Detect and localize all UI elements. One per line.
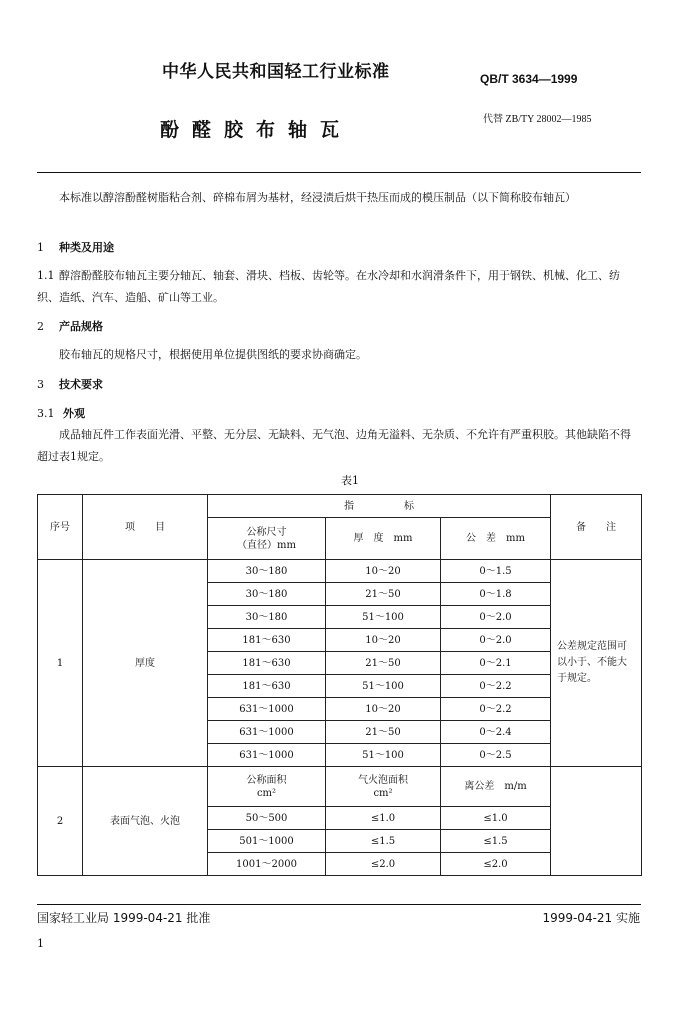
cell-tolerance: 0～1.8	[441, 583, 551, 606]
intro-paragraph: 本标准以醇溶酚醛树脂粘合剂、碎棉布屑为基材，经浸渍后烘干热压而成的模压制品（以下简称胶布轴瓦）	[59, 191, 576, 204]
cell-area: 1001～2000	[208, 853, 326, 876]
section-3-heading	[37, 374, 641, 396]
footer-rule	[37, 904, 641, 905]
header-nominal-label: 公称尺寸	[246, 526, 287, 538]
section-title: 种类及用途	[59, 241, 114, 254]
header-rule	[37, 172, 641, 173]
cell-diameter: 631～1000	[208, 721, 326, 744]
header-area-unit: cm²	[256, 787, 277, 799]
section-number: 3	[37, 378, 44, 391]
header-seq: 序号	[38, 495, 83, 560]
approval-date: 国家轻工业局 1999-04-21 批准	[37, 911, 211, 925]
header-tolerance: 公 差 mm	[441, 518, 551, 560]
cell-bubble: ≤2.0	[326, 853, 441, 876]
section-1-1-paragraph	[37, 265, 641, 309]
header-bubble-unit: cm²	[373, 787, 393, 799]
group1-item: 厚度	[83, 560, 208, 767]
page-number: 1	[37, 937, 44, 950]
header-bubble	[326, 767, 441, 807]
section-number: 1.1	[37, 269, 55, 282]
section-2-paragraph: 胶布轴瓦的规格尺寸，根据使用单位提供图纸的要求协商确定。	[59, 348, 367, 361]
group2-remark	[551, 767, 642, 876]
section-title: 技术要求	[59, 378, 103, 391]
group2-seq: 2	[38, 767, 83, 876]
table-caption: 表1	[341, 474, 359, 487]
cell-tolerance: 0～2.0	[441, 606, 551, 629]
spec-table	[37, 494, 642, 876]
cell-area: 50～500	[208, 807, 326, 830]
cell-thickness: 10～20	[326, 698, 441, 721]
group1-remark: 公差规定范围可以小于、不能大于规定。	[551, 560, 642, 767]
section-title: 外观	[63, 407, 85, 420]
header-indicator: 指 标	[208, 495, 551, 518]
section-2-heading	[37, 316, 641, 338]
document-title: 酚醛胶布轴瓦	[160, 119, 353, 141]
section-text: 醇溶酚醛胶布轴瓦主要分轴瓦、轴套、滑块、档板、齿轮等。在水冷却和水润滑条件下，用于钢铁、机械、化工、纺织、造纸、汽车、造船、矿山等工业。	[37, 269, 620, 304]
header-nominal-sub: （直径）mm	[237, 539, 296, 551]
cell-tolerance: 0～2.5	[441, 744, 551, 767]
table-row	[38, 560, 642, 583]
cell-tolerance: 0～2.4	[441, 721, 551, 744]
cell-bubble: ≤1.5	[326, 830, 441, 853]
cell-tolerance: 0～2.0	[441, 629, 551, 652]
cell-diameter: 631～1000	[208, 698, 326, 721]
cell-diameter: 631～1000	[208, 744, 326, 767]
replaces-standard: 代替 ZB/TY 28002—1985	[483, 114, 592, 125]
header-tol: 离公差 m/m	[441, 767, 551, 807]
cell-thickness: 21～50	[326, 652, 441, 675]
header-area	[208, 767, 326, 807]
header-item: 项 目	[83, 495, 208, 560]
section-title: 产品规格	[59, 320, 103, 333]
section-1-heading	[37, 237, 641, 259]
cell-thickness: 10～20	[326, 629, 441, 652]
cell-diameter: 30～180	[208, 583, 326, 606]
cell-tol: ≤2.0	[441, 853, 551, 876]
cell-tolerance: 0～1.5	[441, 560, 551, 583]
cell-thickness: 21～50	[326, 583, 441, 606]
header-thickness: 厚 度 mm	[326, 518, 441, 560]
standard-code: QB/T 3634—1999	[480, 72, 578, 86]
cell-thickness: 51～100	[326, 606, 441, 629]
cell-diameter: 181～630	[208, 675, 326, 698]
section-3-1-paragraph: 成品轴瓦件工作表面光滑、平整、无分层、无缺料、无气泡、边角无溢料、无杂质、不允许有严重积胶。其他缺陷不得超过表1规定。	[37, 428, 631, 463]
cell-thickness: 51～100	[326, 744, 441, 767]
effective-date: 1999-04-21 实施	[542, 911, 640, 925]
header-bubble-label: 气火泡面积	[358, 774, 408, 786]
section-number: 1	[37, 241, 44, 254]
cell-tol: ≤1.5	[441, 830, 551, 853]
cell-diameter: 30～180	[208, 560, 326, 583]
group1-seq: 1	[38, 560, 83, 767]
section-number: 2	[37, 320, 44, 333]
cell-area: 501～1000	[208, 830, 326, 853]
cell-thickness: 10～20	[326, 560, 441, 583]
header-area-label: 公称面积	[246, 774, 287, 786]
group2-item: 表面气泡、火泡	[83, 767, 208, 876]
cell-tol: ≤1.0	[441, 807, 551, 830]
section-3-1-heading	[37, 403, 641, 425]
cell-diameter: 181～630	[208, 629, 326, 652]
cell-tolerance: 0～2.1	[441, 652, 551, 675]
section-number: 3.1	[37, 407, 55, 420]
header-nominal	[208, 518, 326, 560]
cell-bubble: ≤1.0	[326, 807, 441, 830]
cell-thickness: 51～100	[326, 675, 441, 698]
header-remark: 备 注	[551, 495, 642, 560]
group2-header-row	[38, 767, 642, 807]
cell-diameter: 181～630	[208, 652, 326, 675]
cell-tolerance: 0～2.2	[441, 698, 551, 721]
cell-thickness: 21～50	[326, 721, 441, 744]
cell-tolerance: 0～2.2	[441, 675, 551, 698]
issuing-authority: 中华人民共和国轻工行业标准	[162, 62, 390, 82]
cell-diameter: 30～180	[208, 606, 326, 629]
